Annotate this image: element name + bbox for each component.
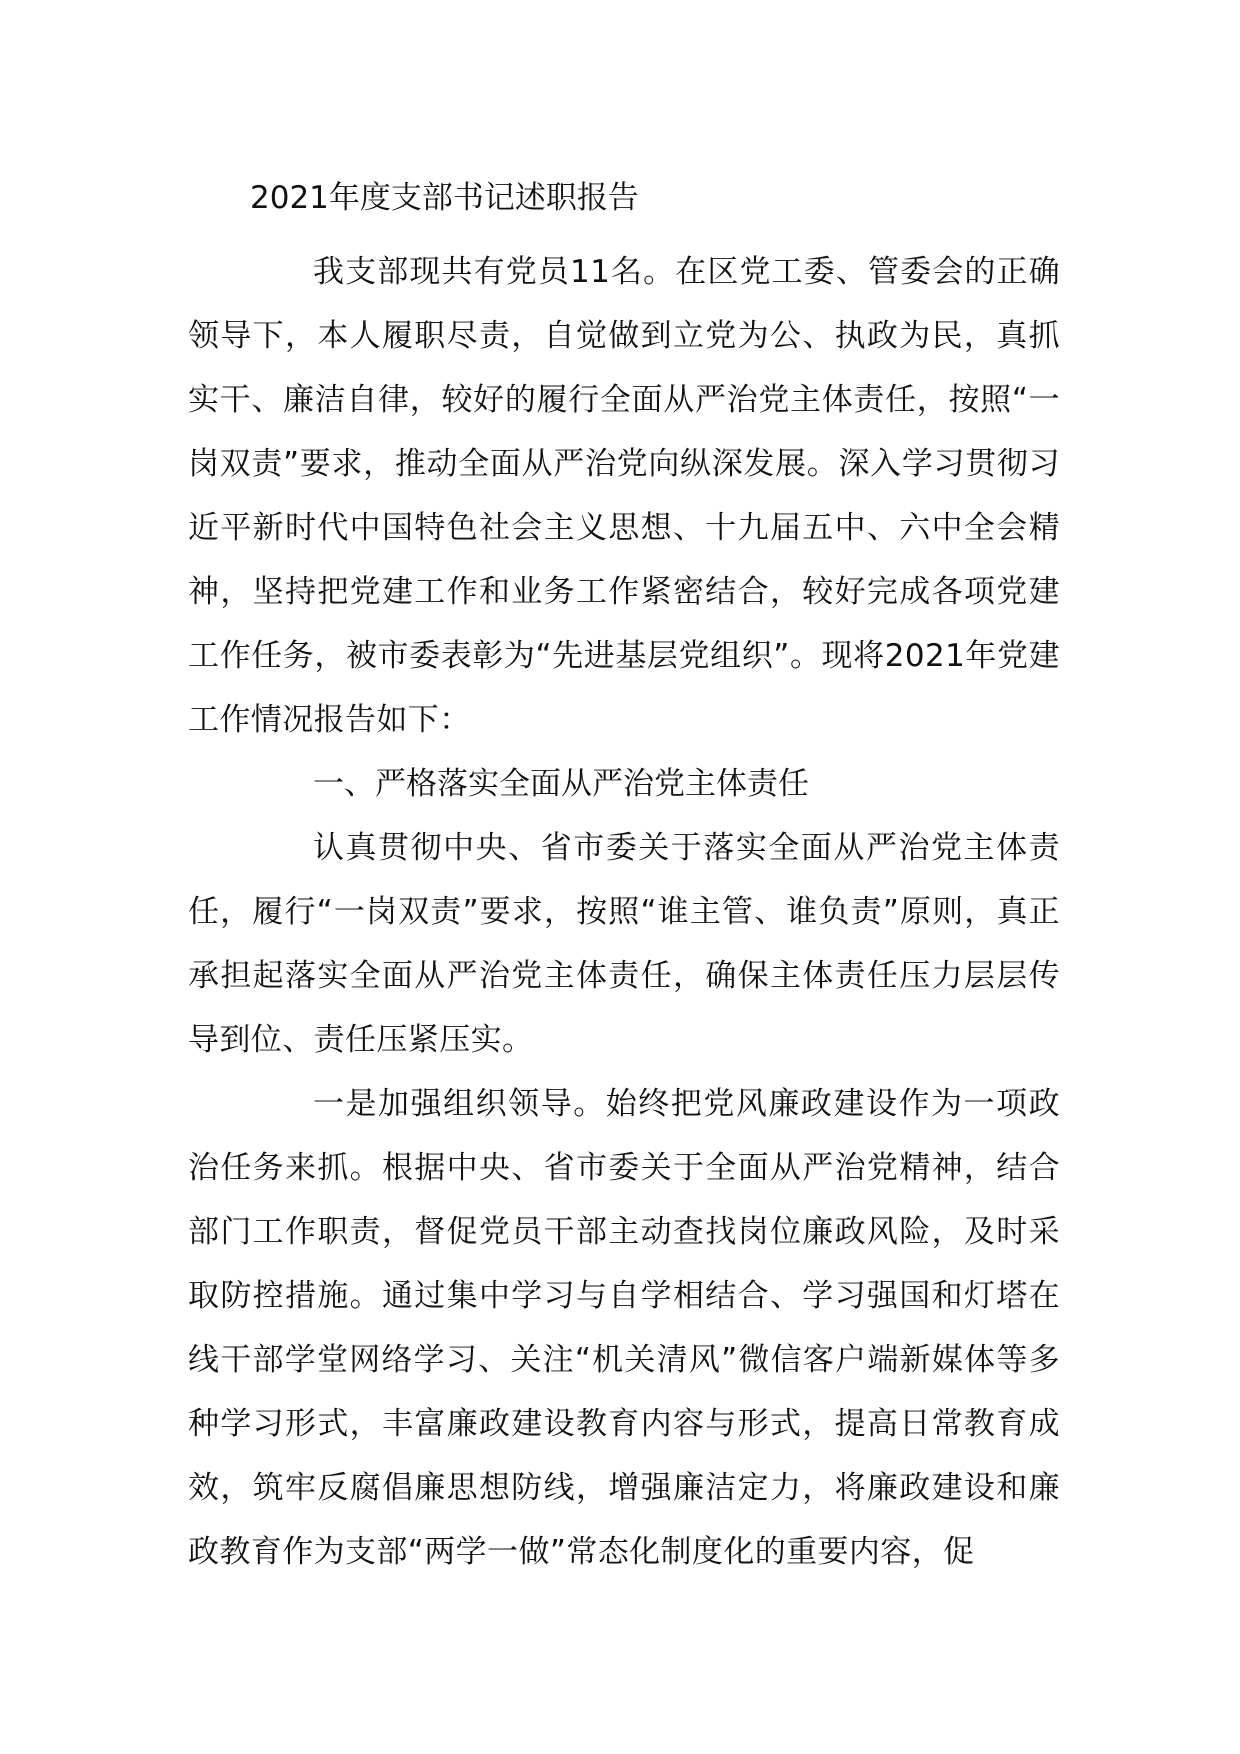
section-1-paragraph: 认真贯彻中央、省市委关于落实全面从严治党主体责任，履行“一岗双责”要求，按照“谁主管、谁负责”原则，真正承担起落实全面从严治党主体责任，确保主体责任压力层层传导到位、责任压紧压实。 xyxy=(188,830,1060,1058)
organization-leadership-paragraph: 一是加强组织领导。始终把党风廉政建设作为一项政治任务来抓。根据中央、省市委关于全面从严治党精神，结合部门工作职责，督促党员干部主动查找岗位廉政风险，及时采取防控措施。通过集中学习与自学相结合、学习强国和灯塔在线干部学堂网络学习、关注“机关清风”微信客户端新媒体等多种学习形式，丰富廉政建设教育内容与形式，提高日常教育成效，筑牢反腐倡廉思想防线，增强廉洁定力，将廉政建设和廉政教育作为支部“两学一做”常态化制度化的重要内容，促 xyxy=(188,1086,1060,1570)
intro-paragraph: 我支部现共有党员11名。在区党工委、管委会的正确领导下，本人履职尽责，自觉做到立党为公、执政为民，真抓实干、廉洁自律，较好的履行全面从严治党主体责任，按照“一岗双责”要求，推动全面从严治党向纵深发展。深入学习贯彻习近平新时代中国特色社会主义思想、十九届五中、六中全会精神，坚持把党建工作和业务工作紧密结合，较好完成各项党建工作任务，被市委表彰为“先进基层党组织”。现将2021年党建工作情况报告如下： xyxy=(188,254,1060,738)
document-body xyxy=(188,170,1060,1584)
document-title: 2021年度支部书记述职报告 xyxy=(250,180,639,216)
section-heading-1: 一、严格落实全面从严治党主体责任 xyxy=(313,766,809,802)
